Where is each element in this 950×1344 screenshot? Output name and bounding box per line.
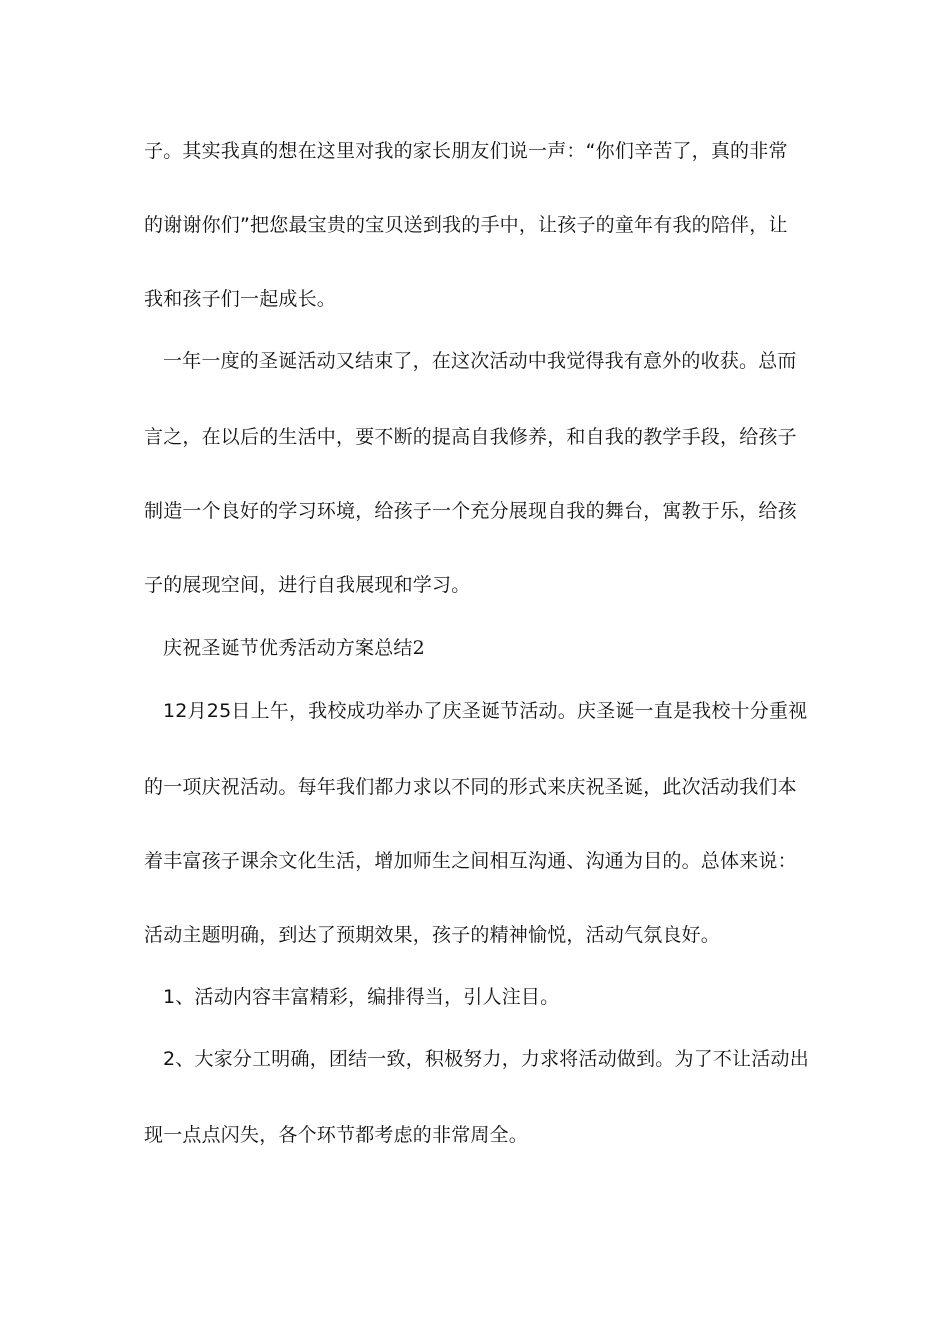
list-item: 1、活动内容丰富精彩，编排得当，引人注目。 [163, 986, 560, 1008]
paragraph-line: 的谢谢你们”把您最宝贵的宝贝送到我的手中，让孩子的童年有我的陪伴，让 [144, 214, 788, 236]
section-heading: 庆祝圣诞节优秀活动方案总结2 [163, 637, 425, 659]
paragraph-line: 12月25日上午，我校成功举办了庆圣诞节活动。庆圣诞一直是我校十分重视 [163, 700, 808, 722]
paragraph-line: 言之，在以后的生活中，要不断的提高自我修养，和自我的教学手段，给孩子 [144, 426, 797, 448]
paragraph-line: 的一项庆祝活动。每年我们都力求以不同的形式来庆祝圣诞，此次活动我们本 [144, 776, 797, 798]
list-item: 2、大家分工明确，团结一致，积极努力，力求将活动做到。为了不让活动出 [163, 1048, 809, 1070]
paragraph-line: 我和孩子们一起成长。 [144, 288, 337, 310]
paragraph-line: 活动主题明确，到达了预期效果，孩子的精神愉悦，活动气氛良好。 [144, 924, 721, 946]
paragraph-line: 制造一个良好的学习环境，给孩子一个充分展现自我的舞台，寓教于乐，给孩 [144, 500, 797, 522]
paragraph-line: 子。其实我真的想在这里对我的家长朋友们说一声：“你们辛苦了，真的非常 [144, 140, 788, 162]
paragraph-line: 着丰富孩子课余文化生活，增加师生之间相互沟通、沟通为目的。总体来说： [144, 850, 797, 872]
paragraph-line: 一年一度的圣诞活动又结束了，在这次活动中我觉得我有意外的收获。总而 [163, 350, 797, 372]
paragraph-line: 现一点点闪失，各个环节都考虑的非常周全。 [144, 1124, 529, 1146]
paragraph-line: 子的展现空间，进行自我展现和学习。 [144, 574, 471, 596]
